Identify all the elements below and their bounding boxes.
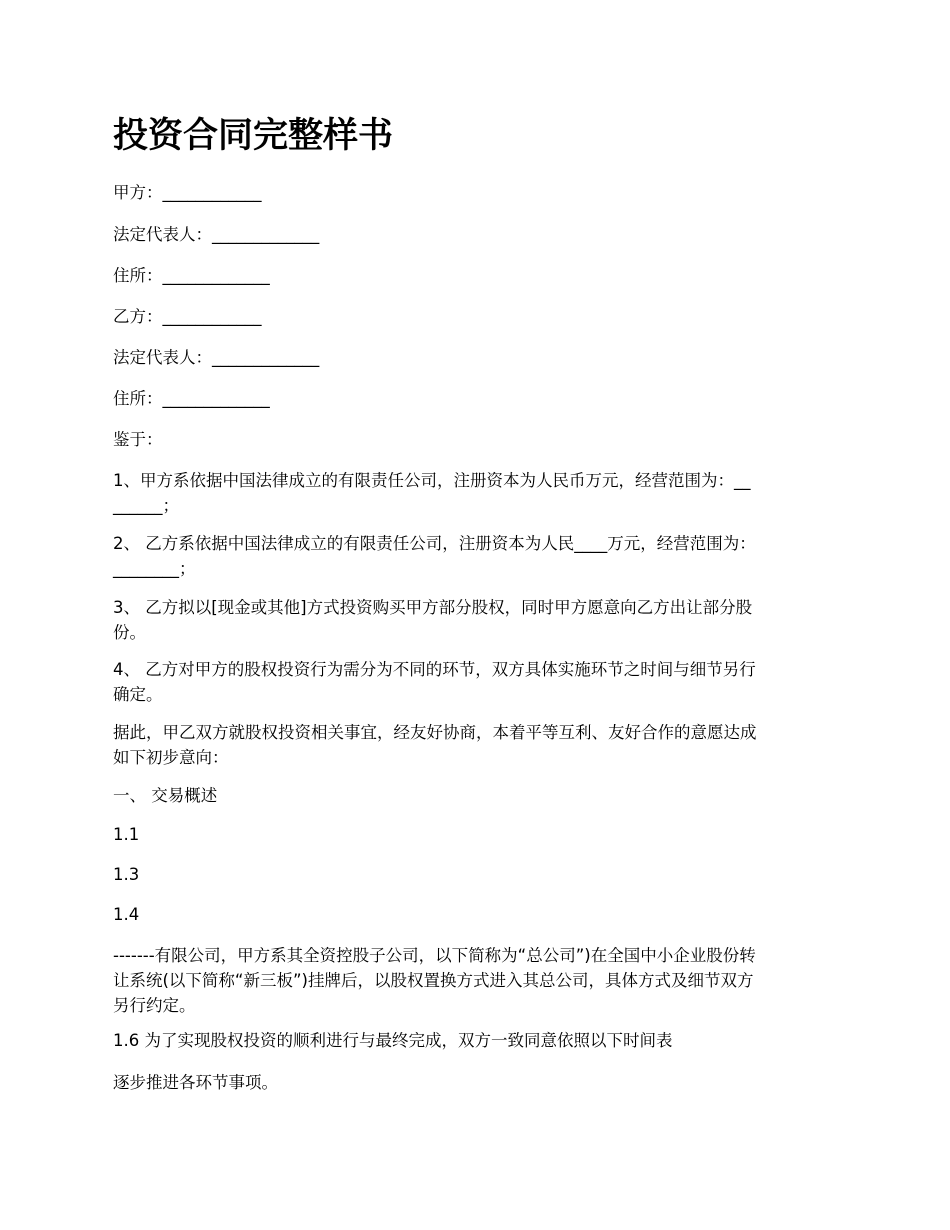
- recital-4: [113, 657, 843, 707]
- recital-3: [113, 595, 843, 645]
- clause-1-4-text: [113, 943, 843, 1018]
- agreement-intro-line-2: 如下初步意向：: [113, 748, 229, 767]
- clause-1-4: 1.4: [113, 905, 140, 924]
- clause-1-3: 1.3: [113, 865, 140, 884]
- whereas-heading: 鉴于：: [113, 430, 163, 449]
- clause-1-4-text-line-1: -------有限公司，甲方系其全资控股子公司，以下简称为“总公司”)在全国中小企业股份转: [113, 946, 756, 965]
- recital-1-line-2: ______；: [113, 496, 179, 515]
- recital-3-line-2: 份。: [113, 623, 146, 642]
- party-a-line: 甲方：____________: [113, 183, 262, 202]
- recital-1: [113, 468, 843, 518]
- clause-1-6: 1.6 为了实现股权投资的顺利进行与最终完成，双方一致同意依照以下时间表: [113, 1031, 673, 1050]
- clause-1-1: 1.1: [113, 825, 140, 844]
- party-a-address-line: 住所：_____________: [113, 266, 270, 285]
- recital-2-line-1: 2、 乙方系依据中国法律成立的有限责任公司，注册资本为人民____万元，经营范围为：: [113, 534, 756, 553]
- agreement-intro-line-1: 据此，甲乙双方就股权投资相关事宜，经友好协商，本着平等互利、友好合作的意愿达成: [113, 723, 757, 742]
- document-title: 投资合同完整样书: [113, 116, 394, 156]
- section-1-heading: 一、 交易概述: [113, 786, 218, 805]
- clause-1-4-text-line-2: 让系统(以下简称“新三板”)挂牌后，以股权置换方式进入其总公司，具体方式及细节双方: [113, 971, 754, 990]
- recital-2-line-2: ________；: [113, 559, 196, 578]
- party-b-line: 乙方：____________: [113, 307, 262, 326]
- party-b-address-line: 住所：_____________: [113, 389, 270, 408]
- clause-1-4-text-line-3: 另行约定。: [113, 996, 196, 1015]
- agreement-intro: [113, 720, 843, 770]
- recital-2: [113, 531, 843, 581]
- recital-3-line-1: 3、 乙方拟以[现金或其他]方式投资购买甲方部分股权，同时甲方愿意向乙方出让部分股: [113, 598, 753, 617]
- clause-1-6-continuation: 逐步推进各环节事项。: [113, 1073, 278, 1092]
- party-b-representative-line: 法定代表人：_____________: [113, 348, 320, 367]
- party-a-representative-line: 法定代表人：_____________: [113, 225, 320, 244]
- recital-4-line-2: 确定。: [113, 685, 163, 704]
- recital-1-line-1: 1、甲方系依据中国法律成立的有限责任公司，注册资本为人民币万元，经营范围为：__: [113, 471, 751, 490]
- recital-4-line-1: 4、 乙方对甲方的股权投资行为需分为不同的环节，双方具体实施环节之时间与细节另行: [113, 660, 756, 679]
